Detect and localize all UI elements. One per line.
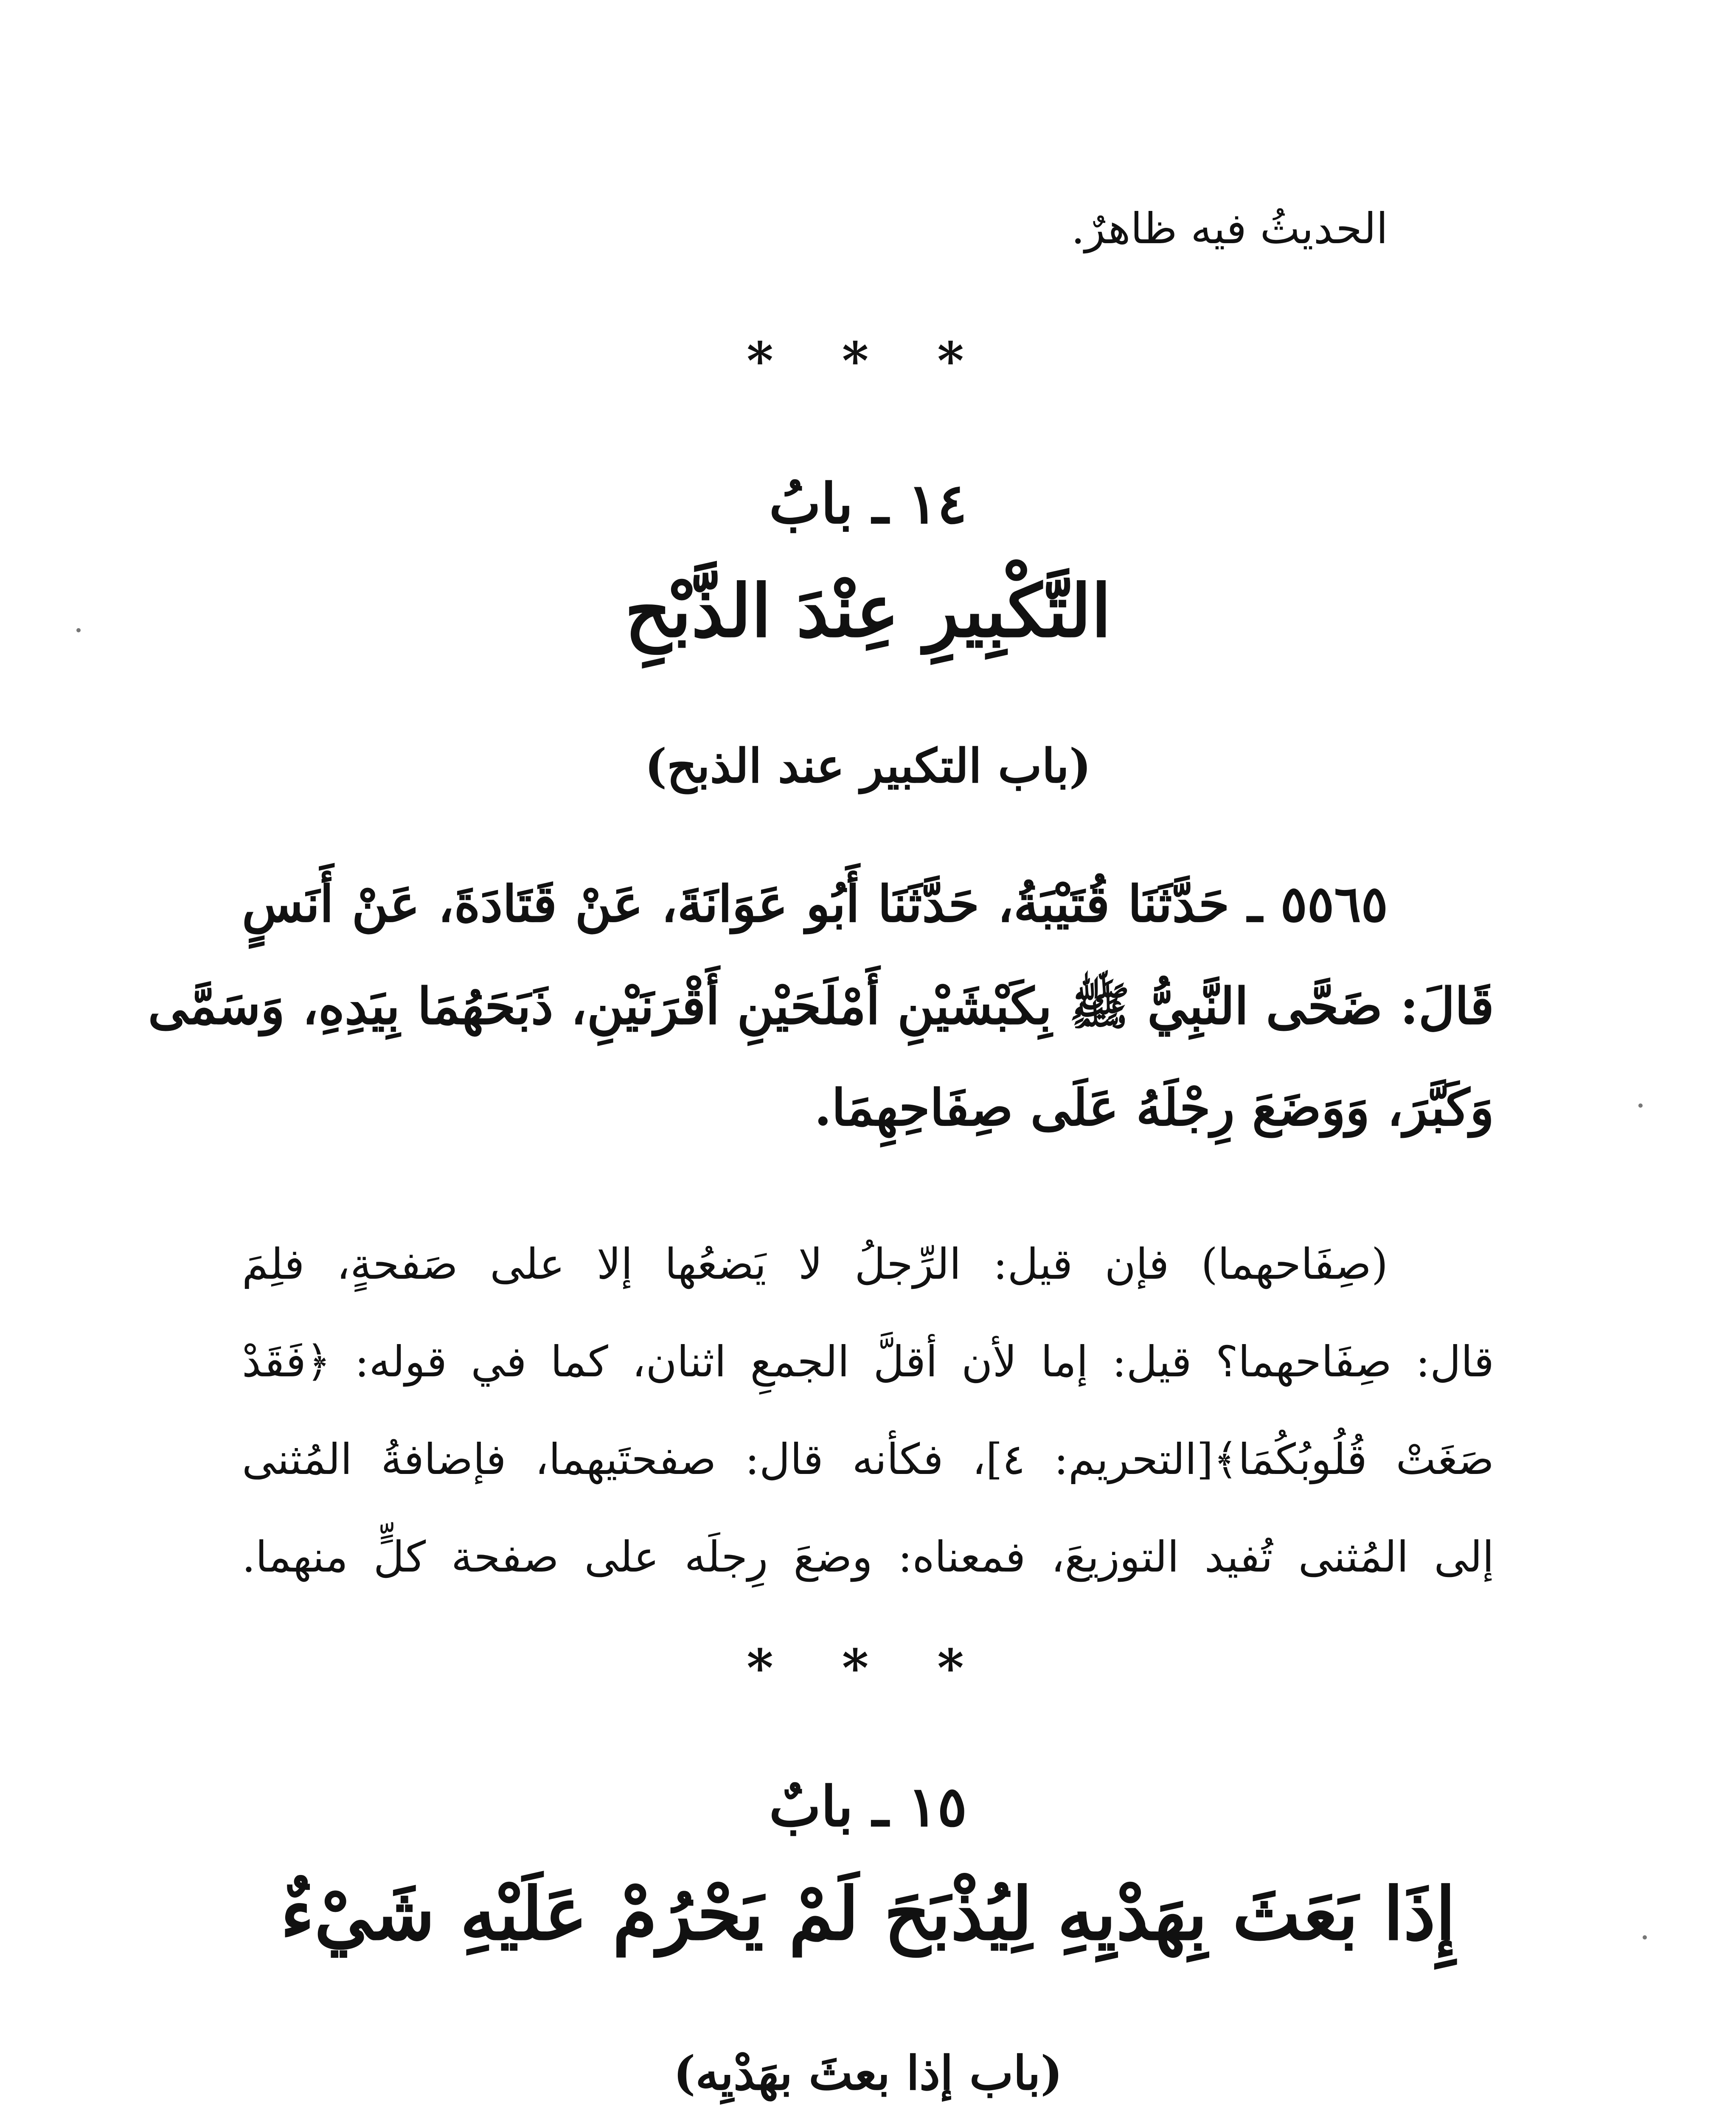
scan-speck (1643, 1935, 1647, 1940)
chapter-subtitle: (باب إذا بعثَ بهَدْيِه) (673, 2046, 1063, 2100)
commentary-line: (صِفَاحهما) فإن قيل: الرِّجلُ لا يَضعُها إلا على صَفحةٍ، فلِمَ (242, 1239, 1388, 1289)
commentary-line: قال: صِفَاحهما؟ قيل: إما لأن أقلَّ الجمعِ اثنان، كما في قوله: ﴿فَقَدْ (242, 1337, 1494, 1387)
commentary-line: إلى المُثنى تُفيد التوزيعَ، فمعناه: وضعَ رِجلَه على صفحة كلٍّ منهما. (242, 1532, 1494, 1582)
scan-speck (1638, 1103, 1643, 1108)
chapter-number: ١٥ ـ بابٌ (769, 1774, 967, 1839)
chapter-subtitle: (باب التكبير عند الذبح) (645, 738, 1091, 793)
chapter-number: ١٤ ـ بابُ (769, 471, 967, 536)
separator-stars: * * * (747, 1638, 989, 1698)
chapter-title: إِذَا بَعَثَ بِهَدْيِهِ لِيُذْبَحَ لَمْ يَحْرُمْ عَلَيْهِ شَيْءٌ (280, 1872, 1456, 1956)
intro-line: الحديثُ فيه ظاهرٌ. (1071, 204, 1388, 253)
separator-stars: * * * (747, 331, 989, 391)
chapter-title: التَّكْبِيرِ عِنْدَ الذَّبْحِ (624, 569, 1112, 654)
commentary-line: صَغَتْ قُلُوبُكُمَا﴾[التحريم: ٤]، فكأنه قال: صفحتَيهما، فإضافةُ المُثنى (242, 1434, 1494, 1484)
hadith-line: وَكَبَّرَ، وَوَضَعَ رِجْلَهُ عَلَى صِفَاحِهِمَا. (814, 1078, 1494, 1137)
hadith-line: قَالَ: ضَحَّى النَّبِيُّ ﷺ بِكَبْشَيْنِ أَمْلَحَيْنِ أَقْرَنَيْنِ، ذَبَحَهُمَا بِيَدِهِ، وَسَمَّى (148, 977, 1494, 1036)
hadith-line: ٥٥٦٥ ـ حَدَّثَنَا قُتَيْبَةُ، حَدَّثَنَا أَبُو عَوَانَةَ، عَنْ قَتَادَةَ، عَنْ أَنَسٍ (242, 874, 1388, 933)
scan-speck (76, 628, 81, 632)
